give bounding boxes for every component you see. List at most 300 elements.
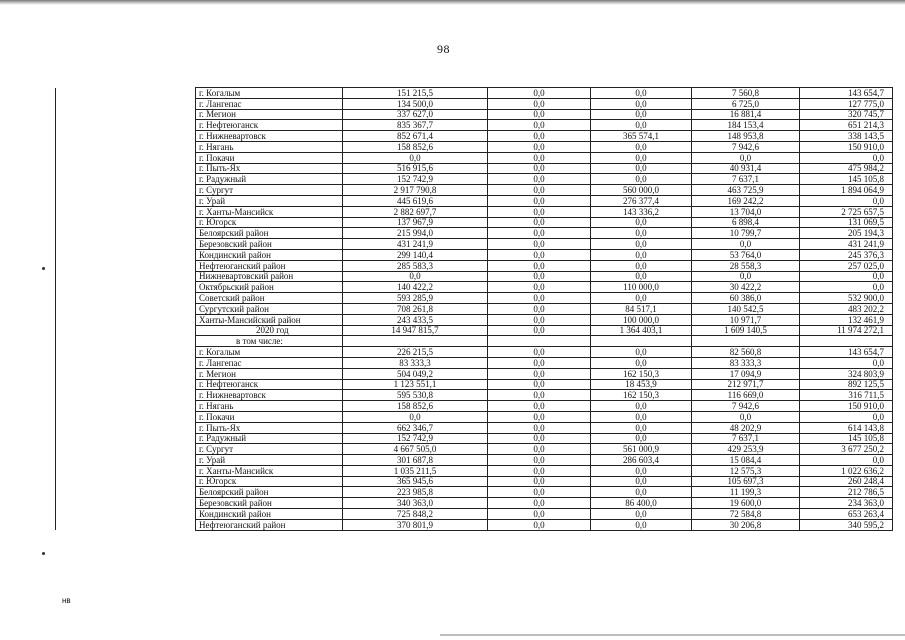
amount-total-cell: 0,0 bbox=[343, 152, 488, 163]
amount-col3-cell: 561 000,9 bbox=[591, 444, 692, 455]
amount-col5-cell: 338 143,5 bbox=[800, 131, 893, 142]
budget-table bbox=[55, 87, 893, 531]
left-margin-cell bbox=[56, 411, 196, 422]
table-row bbox=[56, 109, 893, 120]
row-name-cell: г. Радужный bbox=[196, 433, 343, 444]
scan-edge-bottom bbox=[440, 634, 905, 636]
table-row bbox=[56, 509, 893, 520]
left-margin-cell bbox=[56, 98, 196, 109]
table-row bbox=[56, 98, 893, 109]
table-row bbox=[56, 519, 893, 530]
table-row bbox=[56, 411, 893, 422]
amount-col3-cell: 0,0 bbox=[591, 239, 692, 250]
amount-col3-cell: 1 364 403,1 bbox=[591, 325, 692, 336]
amount-total-cell: 158 852,6 bbox=[343, 141, 488, 152]
amount-col5-cell: 431 241,9 bbox=[800, 239, 893, 250]
amount-col3-cell: 0,0 bbox=[591, 433, 692, 444]
amount-col2-cell: 0,0 bbox=[488, 152, 591, 163]
amount-col4-cell: 463 725,9 bbox=[692, 185, 800, 196]
left-margin-cell bbox=[56, 282, 196, 293]
row-name-cell: г. Лангепас bbox=[196, 357, 343, 368]
amount-total-cell: 593 285,9 bbox=[343, 293, 488, 304]
amount-col2-cell: 0,0 bbox=[488, 141, 591, 152]
left-margin-cell bbox=[56, 325, 196, 336]
amount-col4-cell: 6 725,0 bbox=[692, 98, 800, 109]
table-row bbox=[56, 185, 893, 196]
left-margin-cell bbox=[56, 476, 196, 487]
amount-total-cell: 662 346,7 bbox=[343, 422, 488, 433]
table-row bbox=[56, 476, 893, 487]
left-margin-cell bbox=[56, 195, 196, 206]
table-row bbox=[56, 131, 893, 142]
table-row bbox=[56, 206, 893, 217]
row-name-cell: Кондинский район bbox=[196, 249, 343, 260]
table-row bbox=[56, 163, 893, 174]
amount-col3-cell: 0,0 bbox=[591, 271, 692, 282]
amount-col3-cell: 0,0 bbox=[591, 163, 692, 174]
row-name-cell: г. Нефтеюганск bbox=[196, 379, 343, 390]
amount-col2-cell: 0,0 bbox=[488, 487, 591, 498]
table-row bbox=[56, 282, 893, 293]
row-name-cell: Сургутский район bbox=[196, 303, 343, 314]
amount-col4-cell: 10 971,7 bbox=[692, 314, 800, 325]
left-margin-cell bbox=[56, 131, 196, 142]
left-margin-cell bbox=[56, 509, 196, 520]
amount-col5-cell: 651 214,3 bbox=[800, 120, 893, 131]
amount-total-cell: 243 433,5 bbox=[343, 314, 488, 325]
margin-dot bbox=[42, 552, 45, 555]
amount-col5-cell: 0,0 bbox=[800, 152, 893, 163]
row-name-cell: г. Когалым bbox=[196, 347, 343, 358]
amount-col2-cell: 0,0 bbox=[488, 509, 591, 520]
amount-total-cell: 725 848,2 bbox=[343, 509, 488, 520]
amount-col2-cell: 0,0 bbox=[488, 444, 591, 455]
table-row bbox=[56, 141, 893, 152]
row-name-cell: Советский район bbox=[196, 293, 343, 304]
amount-col5-cell: 324 803,9 bbox=[800, 368, 893, 379]
amount-col5-cell: 316 711,5 bbox=[800, 390, 893, 401]
amount-col3-cell bbox=[591, 336, 692, 347]
amount-col5-cell: 614 143,8 bbox=[800, 422, 893, 433]
left-margin-cell bbox=[56, 303, 196, 314]
amount-col5-cell: 0,0 bbox=[800, 271, 893, 282]
table-row bbox=[56, 228, 893, 239]
table-row bbox=[56, 422, 893, 433]
amount-col3-cell: 276 377,4 bbox=[591, 195, 692, 206]
amount-col3-cell: 0,0 bbox=[591, 98, 692, 109]
amount-col4-cell: 15 084,4 bbox=[692, 455, 800, 466]
amount-col5-cell: 143 654,7 bbox=[800, 88, 893, 99]
amount-col4-cell: 17 094,9 bbox=[692, 368, 800, 379]
table-row bbox=[56, 444, 893, 455]
amount-col3-cell: 0,0 bbox=[591, 109, 692, 120]
amount-col5-cell bbox=[800, 336, 893, 347]
amount-total-cell: 134 500,0 bbox=[343, 98, 488, 109]
amount-col3-cell: 0,0 bbox=[591, 174, 692, 185]
amount-col4-cell: 53 764,0 bbox=[692, 249, 800, 260]
row-name-cell: г. Пыть-Ях bbox=[196, 163, 343, 174]
left-margin-cell bbox=[56, 390, 196, 401]
amount-col4-cell: 0,0 bbox=[692, 152, 800, 163]
amount-total-cell: 2 917 790,8 bbox=[343, 185, 488, 196]
amount-col4-cell: 12 575,3 bbox=[692, 465, 800, 476]
table-row bbox=[56, 314, 893, 325]
amount-col2-cell: 0,0 bbox=[488, 249, 591, 260]
amount-col5-cell: 145 105,8 bbox=[800, 433, 893, 444]
amount-total-cell: 152 742,9 bbox=[343, 433, 488, 444]
amount-col3-cell: 286 603,4 bbox=[591, 455, 692, 466]
amount-col5-cell: 320 745,7 bbox=[800, 109, 893, 120]
amount-total-cell: 516 915,6 bbox=[343, 163, 488, 174]
amount-total-cell: 504 049,2 bbox=[343, 368, 488, 379]
amount-col3-cell: 0,0 bbox=[591, 141, 692, 152]
left-margin-cell bbox=[56, 422, 196, 433]
amount-col2-cell: 0,0 bbox=[488, 206, 591, 217]
amount-col2-cell: 0,0 bbox=[488, 98, 591, 109]
amount-col4-cell: 83 333,3 bbox=[692, 357, 800, 368]
amount-col3-cell: 560 000,0 bbox=[591, 185, 692, 196]
amount-col4-cell: 72 584,8 bbox=[692, 509, 800, 520]
row-name-cell: г. Нижневартовск bbox=[196, 390, 343, 401]
amount-col5-cell: 3 677 250,2 bbox=[800, 444, 893, 455]
amount-total-cell: 365 945,6 bbox=[343, 476, 488, 487]
amount-col4-cell: 7 637,1 bbox=[692, 433, 800, 444]
amount-col2-cell: 0,0 bbox=[488, 217, 591, 228]
amount-col3-cell: 0,0 bbox=[591, 228, 692, 239]
scan-edge-top bbox=[0, 0, 905, 5]
row-name-cell: г. Мегион bbox=[196, 109, 343, 120]
amount-col4-cell: 82 560,8 bbox=[692, 347, 800, 358]
row-name-cell: Нижневартовский район bbox=[196, 271, 343, 282]
amount-col2-cell: 0,0 bbox=[488, 293, 591, 304]
row-name-cell: Белоярский район bbox=[196, 228, 343, 239]
amount-col3-cell: 84 517,1 bbox=[591, 303, 692, 314]
row-name-cell: г. Лангепас bbox=[196, 98, 343, 109]
amount-col3-cell: 110 000,0 bbox=[591, 282, 692, 293]
amount-col2-cell: 0,0 bbox=[488, 401, 591, 412]
amount-total-cell bbox=[343, 336, 488, 347]
row-name-cell: г. Мегион bbox=[196, 368, 343, 379]
amount-col3-cell: 162 150,3 bbox=[591, 368, 692, 379]
amount-col2-cell: 0,0 bbox=[488, 163, 591, 174]
margin-dot bbox=[42, 267, 45, 270]
left-margin-cell bbox=[56, 498, 196, 509]
left-margin-cell bbox=[56, 314, 196, 325]
table-row bbox=[56, 152, 893, 163]
amount-col5-cell: 483 202,2 bbox=[800, 303, 893, 314]
amount-col2-cell: 0,0 bbox=[488, 433, 591, 444]
footer-mark: нв bbox=[62, 596, 71, 605]
left-margin-cell bbox=[56, 228, 196, 239]
amount-col2-cell: 0,0 bbox=[488, 411, 591, 422]
amount-col2-cell: 0,0 bbox=[488, 131, 591, 142]
table-row bbox=[56, 239, 893, 250]
amount-col5-cell: 2 725 657,5 bbox=[800, 206, 893, 217]
amount-col2-cell: 0,0 bbox=[488, 390, 591, 401]
table-row bbox=[56, 217, 893, 228]
amount-col2-cell: 0,0 bbox=[488, 271, 591, 282]
amount-total-cell: 285 583,3 bbox=[343, 260, 488, 271]
amount-total-cell: 431 241,9 bbox=[343, 239, 488, 250]
amount-col2-cell: 0,0 bbox=[488, 519, 591, 530]
table-row bbox=[56, 379, 893, 390]
amount-col4-cell: 0,0 bbox=[692, 239, 800, 250]
amount-col4-cell: 30 206,8 bbox=[692, 519, 800, 530]
amount-col4-cell: 30 422,2 bbox=[692, 282, 800, 293]
amount-col4-cell: 212 971,7 bbox=[692, 379, 800, 390]
table-row bbox=[56, 174, 893, 185]
left-margin-cell bbox=[56, 293, 196, 304]
amount-col3-cell: 0,0 bbox=[591, 88, 692, 99]
left-margin-cell bbox=[56, 271, 196, 282]
table-row bbox=[56, 293, 893, 304]
amount-col3-cell: 365 574,1 bbox=[591, 131, 692, 142]
amount-total-cell: 0,0 bbox=[343, 271, 488, 282]
amount-col3-cell: 0,0 bbox=[591, 476, 692, 487]
left-margin-cell bbox=[56, 185, 196, 196]
amount-col5-cell: 0,0 bbox=[800, 455, 893, 466]
amount-col5-cell: 131 069,5 bbox=[800, 217, 893, 228]
amount-col3-cell: 0,0 bbox=[591, 509, 692, 520]
left-margin-cell bbox=[56, 163, 196, 174]
amount-col4-cell: 48 202,9 bbox=[692, 422, 800, 433]
row-name-cell: г. Югорск bbox=[196, 217, 343, 228]
row-name-cell: г. Урай bbox=[196, 455, 343, 466]
amount-col2-cell: 0,0 bbox=[488, 282, 591, 293]
amount-total-cell: 337 627,0 bbox=[343, 109, 488, 120]
row-name-cell: г. Урай bbox=[196, 195, 343, 206]
amount-col3-cell: 100 000,0 bbox=[591, 314, 692, 325]
row-name-cell: г. Пыть-Ях bbox=[196, 422, 343, 433]
amount-col4-cell: 7 560,8 bbox=[692, 88, 800, 99]
amount-total-cell: 1 123 551,1 bbox=[343, 379, 488, 390]
left-margin-cell bbox=[56, 465, 196, 476]
amount-col3-cell: 0,0 bbox=[591, 217, 692, 228]
amount-col3-cell: 86 400,0 bbox=[591, 498, 692, 509]
left-margin-cell bbox=[56, 206, 196, 217]
table-row bbox=[56, 487, 893, 498]
amount-col2-cell: 0,0 bbox=[488, 314, 591, 325]
table-row bbox=[56, 336, 893, 347]
row-name-cell: г. Нягань bbox=[196, 401, 343, 412]
amount-col4-cell: 429 253,9 bbox=[692, 444, 800, 455]
left-margin-cell bbox=[56, 433, 196, 444]
amount-col4-cell: 10 799,7 bbox=[692, 228, 800, 239]
amount-col4-cell: 40 931,4 bbox=[692, 163, 800, 174]
amount-col5-cell: 0,0 bbox=[800, 411, 893, 422]
amount-col5-cell: 132 461,9 bbox=[800, 314, 893, 325]
amount-col2-cell: 0,0 bbox=[488, 174, 591, 185]
row-name-cell: Кондинский район bbox=[196, 509, 343, 520]
amount-col4-cell: 11 199,3 bbox=[692, 487, 800, 498]
amount-col2-cell: 0,0 bbox=[488, 422, 591, 433]
amount-col2-cell: 0,0 bbox=[488, 498, 591, 509]
row-name-cell: Октябрьский район bbox=[196, 282, 343, 293]
amount-col2-cell: 0,0 bbox=[488, 465, 591, 476]
amount-col3-cell: 0,0 bbox=[591, 260, 692, 271]
table-row bbox=[56, 88, 893, 99]
left-margin-cell bbox=[56, 368, 196, 379]
amount-total-cell: 708 261,8 bbox=[343, 303, 488, 314]
table-row bbox=[56, 347, 893, 358]
left-margin-cell bbox=[56, 379, 196, 390]
left-margin-cell bbox=[56, 239, 196, 250]
amount-col5-cell: 143 654,7 bbox=[800, 347, 893, 358]
row-name-cell: г. Нижневартовск bbox=[196, 131, 343, 142]
table-row bbox=[56, 249, 893, 260]
row-name-cell: г. Сургут bbox=[196, 444, 343, 455]
amount-col4-cell: 184 153,4 bbox=[692, 120, 800, 131]
row-name-cell: в том числе: bbox=[196, 336, 343, 347]
amount-col2-cell: 0,0 bbox=[488, 303, 591, 314]
amount-col4-cell: 7 637,1 bbox=[692, 174, 800, 185]
amount-col2-cell: 0,0 bbox=[488, 325, 591, 336]
amount-total-cell: 83 333,3 bbox=[343, 357, 488, 368]
amount-col2-cell: 0,0 bbox=[488, 109, 591, 120]
amount-total-cell: 1 035 211,5 bbox=[343, 465, 488, 476]
row-name-cell: Березовский район bbox=[196, 239, 343, 250]
row-name-cell: г. Югорск bbox=[196, 476, 343, 487]
left-margin-cell bbox=[56, 249, 196, 260]
table-row bbox=[56, 303, 893, 314]
amount-col2-cell: 0,0 bbox=[488, 476, 591, 487]
row-name-cell: Белоярский район bbox=[196, 487, 343, 498]
amount-total-cell: 0,0 bbox=[343, 411, 488, 422]
amount-col3-cell: 0,0 bbox=[591, 249, 692, 260]
amount-col5-cell: 150 910,0 bbox=[800, 141, 893, 152]
amount-col3-cell: 0,0 bbox=[591, 422, 692, 433]
row-name-cell: 2020 год bbox=[196, 325, 343, 336]
row-name-cell: г. Радужный bbox=[196, 174, 343, 185]
amount-col2-cell: 0,0 bbox=[488, 228, 591, 239]
amount-col3-cell: 0,0 bbox=[591, 465, 692, 476]
amount-total-cell: 301 687,8 bbox=[343, 455, 488, 466]
left-margin-cell bbox=[56, 174, 196, 185]
amount-col2-cell: 0,0 bbox=[488, 368, 591, 379]
table-body bbox=[56, 88, 893, 531]
row-name-cell: г. Ханты-Мансийск bbox=[196, 465, 343, 476]
amount-col5-cell: 245 376,3 bbox=[800, 249, 893, 260]
amount-col4-cell: 19 600,0 bbox=[692, 498, 800, 509]
amount-total-cell: 852 671,4 bbox=[343, 131, 488, 142]
table-row bbox=[56, 325, 893, 336]
row-name-cell: г. Покачи bbox=[196, 411, 343, 422]
amount-col2-cell: 0,0 bbox=[488, 239, 591, 250]
amount-total-cell: 158 852,6 bbox=[343, 401, 488, 412]
amount-col3-cell: 0,0 bbox=[591, 347, 692, 358]
amount-col5-cell: 653 263,4 bbox=[800, 509, 893, 520]
amount-total-cell: 4 667 505,0 bbox=[343, 444, 488, 455]
row-name-cell: Нефтеюганский район bbox=[196, 260, 343, 271]
left-margin-cell bbox=[56, 444, 196, 455]
row-name-cell: Ханты-Мансийский район bbox=[196, 314, 343, 325]
row-name-cell: г. Нефтеюганск bbox=[196, 120, 343, 131]
amount-col2-cell: 0,0 bbox=[488, 185, 591, 196]
amount-total-cell: 223 985,8 bbox=[343, 487, 488, 498]
row-name-cell: г. Когалым bbox=[196, 88, 343, 99]
amount-total-cell: 140 422,2 bbox=[343, 282, 488, 293]
table-row bbox=[56, 120, 893, 131]
amount-col4-cell: 6 898,4 bbox=[692, 217, 800, 228]
row-name-cell: г. Нягань bbox=[196, 141, 343, 152]
table-row bbox=[56, 401, 893, 412]
left-margin-cell bbox=[56, 347, 196, 358]
amount-col4-cell: 105 697,3 bbox=[692, 476, 800, 487]
left-margin-cell bbox=[56, 217, 196, 228]
amount-total-cell: 152 742,9 bbox=[343, 174, 488, 185]
row-name-cell: Березовский район bbox=[196, 498, 343, 509]
table-row bbox=[56, 390, 893, 401]
amount-col4-cell bbox=[692, 336, 800, 347]
left-margin-cell bbox=[56, 487, 196, 498]
amount-col3-cell: 0,0 bbox=[591, 152, 692, 163]
amount-col4-cell: 28 558,3 bbox=[692, 260, 800, 271]
amount-col2-cell: 0,0 bbox=[488, 195, 591, 206]
amount-total-cell: 835 367,7 bbox=[343, 120, 488, 131]
row-name-cell: г. Покачи bbox=[196, 152, 343, 163]
amount-col2-cell: 0,0 bbox=[488, 379, 591, 390]
left-margin-cell bbox=[56, 120, 196, 131]
amount-col5-cell: 0,0 bbox=[800, 282, 893, 293]
amount-col5-cell: 257 025,0 bbox=[800, 260, 893, 271]
left-margin-cell bbox=[56, 455, 196, 466]
amount-col5-cell: 0,0 bbox=[800, 357, 893, 368]
left-margin-cell bbox=[56, 141, 196, 152]
left-margin-cell bbox=[56, 88, 196, 99]
amount-total-cell: 14 947 815,7 bbox=[343, 325, 488, 336]
amount-col3-cell: 143 336,2 bbox=[591, 206, 692, 217]
amount-col5-cell: 475 984,2 bbox=[800, 163, 893, 174]
amount-col2-cell: 0,0 bbox=[488, 120, 591, 131]
amount-col5-cell: 150 910,0 bbox=[800, 401, 893, 412]
amount-col3-cell: 0,0 bbox=[591, 293, 692, 304]
amount-total-cell: 2 882 697,7 bbox=[343, 206, 488, 217]
amount-col5-cell: 11 974 272,1 bbox=[800, 325, 893, 336]
amount-total-cell: 370 801,9 bbox=[343, 519, 488, 530]
amount-total-cell: 299 140,4 bbox=[343, 249, 488, 260]
amount-total-cell: 226 215,5 bbox=[343, 347, 488, 358]
table-row bbox=[56, 357, 893, 368]
amount-col3-cell: 18 453,9 bbox=[591, 379, 692, 390]
amount-col5-cell: 127 775,0 bbox=[800, 98, 893, 109]
amount-col5-cell: 260 248,4 bbox=[800, 476, 893, 487]
amount-col5-cell: 212 786,5 bbox=[800, 487, 893, 498]
table-row bbox=[56, 260, 893, 271]
amount-col5-cell: 340 595,2 bbox=[800, 519, 893, 530]
left-margin-cell bbox=[56, 336, 196, 347]
row-name-cell: г. Ханты-Мансийск bbox=[196, 206, 343, 217]
amount-total-cell: 151 215,5 bbox=[343, 88, 488, 99]
table-row bbox=[56, 433, 893, 444]
amount-col2-cell: 0,0 bbox=[488, 357, 591, 368]
amount-col5-cell: 145 105,8 bbox=[800, 174, 893, 185]
table-row bbox=[56, 465, 893, 476]
table-row bbox=[56, 271, 893, 282]
amount-col4-cell: 148 953,8 bbox=[692, 131, 800, 142]
amount-col4-cell: 169 242,2 bbox=[692, 195, 800, 206]
amount-total-cell: 137 967,9 bbox=[343, 217, 488, 228]
left-margin-cell bbox=[56, 357, 196, 368]
left-margin-cell bbox=[56, 519, 196, 530]
amount-col4-cell: 13 704,0 bbox=[692, 206, 800, 217]
amount-col2-cell: 0,0 bbox=[488, 88, 591, 99]
amount-total-cell: 215 994,0 bbox=[343, 228, 488, 239]
left-margin-cell bbox=[56, 260, 196, 271]
amount-col5-cell: 1 022 636,2 bbox=[800, 465, 893, 476]
amount-total-cell: 445 619,6 bbox=[343, 195, 488, 206]
amount-col4-cell: 16 881,4 bbox=[692, 109, 800, 120]
amount-col4-cell: 60 386,0 bbox=[692, 293, 800, 304]
